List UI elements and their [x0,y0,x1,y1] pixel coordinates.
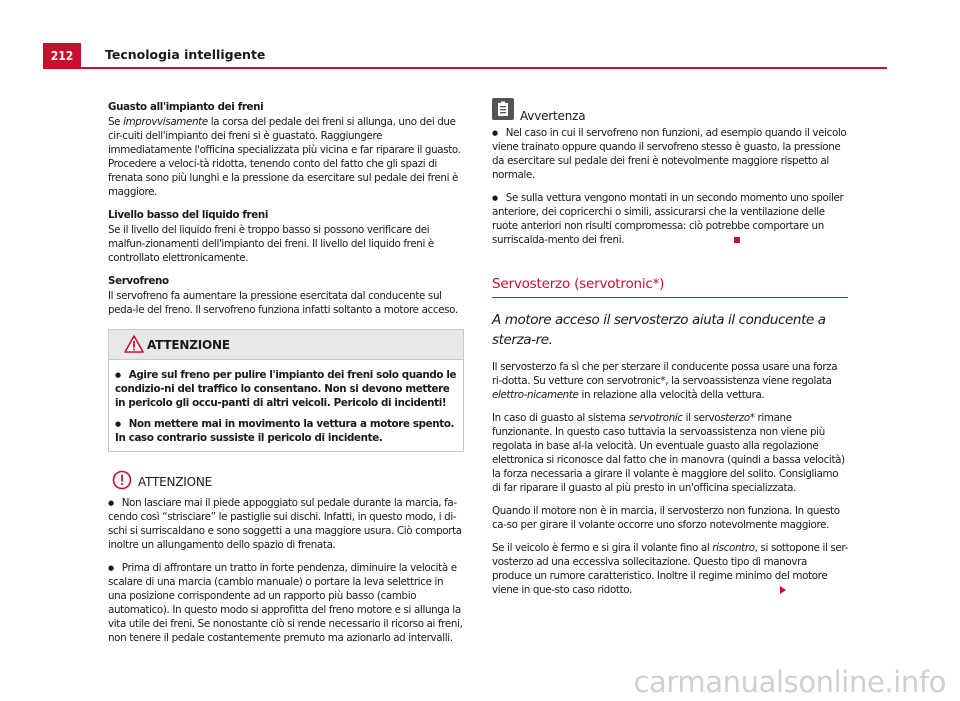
header-rule [81,67,887,69]
attention-bullet-1: ● Agire sul freno per pulire l'impianto dei freni solo quando le condizio-ni del traffico lo consentano. Non si devono mettere in pericolo gli occu-panti di altri veicoli. Pericolo di incidenti! [115,368,457,410]
caution-circle-icon [112,470,132,490]
note-title: Avvertenza [520,109,586,123]
section-rule [492,297,848,298]
paragraph-brake-failure: Se improvvisamente la corsa del pedale dei freni si allunga, uno dei due cir-cuiti dell'impianto dei freni si è guastato. Raggiungere immediatamente l'officina specializzata più vicina e far riparare il guasto. Procedere a veloci-tà ridotta, tenendo conto del fatto che gli spazi di frenata sono più lunghi e la pressione da esercitare sul pedale dei freni è maggiore. [108,116,461,198]
right-column [492,98,848,606]
paragraph-brake-fluid: Se il livello del liquido freni è troppo basso si possono verificare dei malfun-zionamenti dell'impianto dei freni. Il livello del liquido freni è controllato elettronicamente. [108,224,434,264]
subheading-brake-servo: Servofreno [108,275,169,287]
paragraph-servotronic-failure: In caso di guasto al sistema servotronic il servosterzo* rimane funzionante. In questo caso tuttavia la servoassistenza non viene più regolata in base al-la velocità. Un eventuale guasto alla regolazione elettronica si riconosce dal fatto che in manovra (quindi a bassa velocità) la forza necessaria a girare il volante è maggiore del solito. Consigliamo di far riparare il guasto al più presto in un'officina specializzata. [492,412,845,494]
caution-bullet-2: ● Prima di affrontare un tratto in forte pendenza, diminuire la velocità e scalare di una marcia (cambio manuale) o portare la leva selettrice in una posizione corrispondente ad un rapporto più basso (cambio automatico). In questo modo si approfitta del freno motore e si allunga la vita utile dei freni. Se nonostante ciò si rende necessario il ricorso ai freni, non tenere il pedale costantemente premuto ma azionarlo ad intervalli. [108,561,464,645]
end-square-icon [734,237,740,243]
section-lead: A motore acceso il servosterzo aiuta il conducente a sterza-re. [492,312,826,348]
attention-box [108,329,464,452]
watermark: carmanualsonline.info [633,665,946,699]
attention-bullet-2: ● Non mettere mai in movimento la vettura a motore spento. In caso contrario sussiste il pericolo di incidente. [115,417,457,445]
note-bullet-2-wrapper [492,191,848,247]
paragraph-full-lock: Se il veicolo è fermo e si gira il volante fino al riscontro, si sottopone il ser-vosterzo ad una eccessiva sollecitazione. Questo tipo di manovra produce un rumore caratteristico. Inoltre il regime minimo del motore viene in que-sto caso ridotto. [492,542,848,596]
note-bullet-2: ● Se sulla vettura vengono montati in un secondo momento uno spoiler anteriore, dei copricerchi o simili, assicurarsi che la ventilazione delle ruote anteriori non risulti compromessa: ciò potrebbe comportare un surriscalda-mento dei freni. [492,192,843,246]
attention-box-title: ATTENZIONE [147,338,230,352]
paragraph-servotronic: Il servosterzo fa sì che per sterzare il conducente possa usare una forza ri-dotta. Su vetture con servotronic*, la servoassistenza viene regolata elettro-nicamente in relazione alla velocità della vettura. [492,361,838,401]
caution-title: ATTENZIONE [138,475,213,489]
warning-triangle-icon [124,335,144,353]
paragraph-engine-off: Quando il motore non è in marcia, il servosterzo non funziona. In questo ca-so per girare il volante occorre uno sforzo notevolmente maggiore. [492,505,840,531]
paragraph-brake-servo: Il servofreno fa aumentare la pressione esercitata dal conducente sul peda-le del freno. Il servofreno funziona infatti soltanto a motore acceso. [108,290,458,316]
attention-box-body [109,360,463,451]
left-column [108,100,464,654]
section-title: Servosterzo (servotronic*) [492,276,665,292]
note-header [492,98,848,126]
caution-header [108,470,464,494]
note-bullet-1: ● Nel caso in cui il servofreno non funzioni, ad esempio quando il veicolo viene trainato oppure quando il servofreno stesso è guasto, la pressione da esercitare sul pedale dei freni è notevolmente maggiore rispetto al normale. [492,126,848,182]
caution-bullet-1: ● Non lasciare mai il piede appoggiato sul pedale durante la marcia, fa-cendo così “strisciare” le pastiglie sui dischi. Infatti, in questo modo, i di-schi si surriscaldano e sono soggetti a una maggiore usura. Ciò comporta inoltre un allungamento dello spazio di frenata. [108,496,464,552]
subheading-brake-fluid: Livello basso del liquido freni [108,209,269,221]
chapter-title: Tecnologia intelligente [105,47,266,62]
continue-arrow-icon [780,586,786,594]
attention-box-header [109,330,463,360]
subheading-brake-failure: Guasto all'impianto dei freni [108,101,264,113]
page-number: 212 [43,43,81,69]
page-header [43,43,847,69]
info-note-icon [492,98,514,120]
